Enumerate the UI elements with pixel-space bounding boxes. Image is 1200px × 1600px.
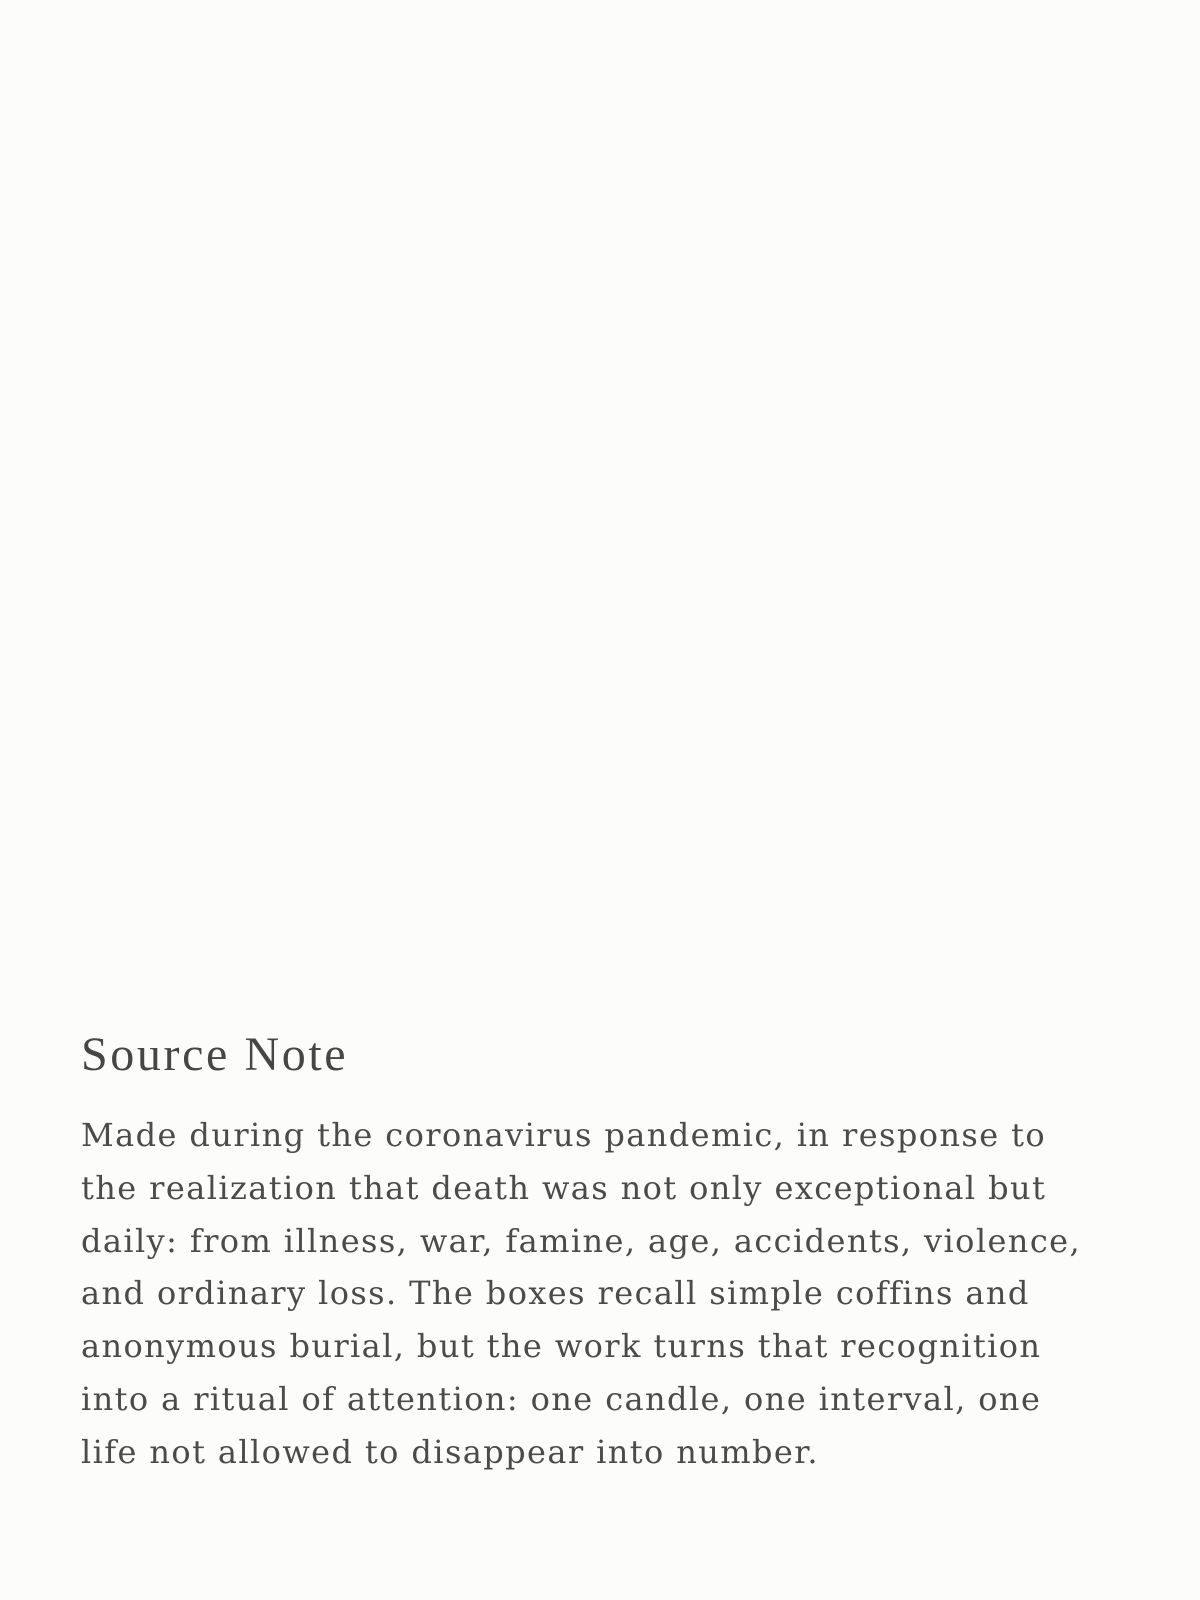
body-line: anonymous burial, but the work turns that recognition (81, 1327, 1042, 1366)
source-note-section (81, 1027, 1131, 1479)
body-line: life not allowed to disappear into number. (81, 1432, 819, 1471)
source-note-body (81, 1109, 1131, 1479)
source-note-title: Source Note (81, 1028, 349, 1081)
body-line: Made during the coronavirus pandemic, in response to (81, 1116, 1047, 1154)
body-line: the realization that death was not only exceptional but (81, 1168, 1047, 1207)
body-line: daily: from illness, war, famine, age, accidents, violence, (81, 1221, 1082, 1260)
body-line: and ordinary loss. The boxes recall simple coffins and (81, 1274, 1030, 1313)
body-line: into a ritual of attention: one candle, one interval, one (81, 1379, 1042, 1418)
